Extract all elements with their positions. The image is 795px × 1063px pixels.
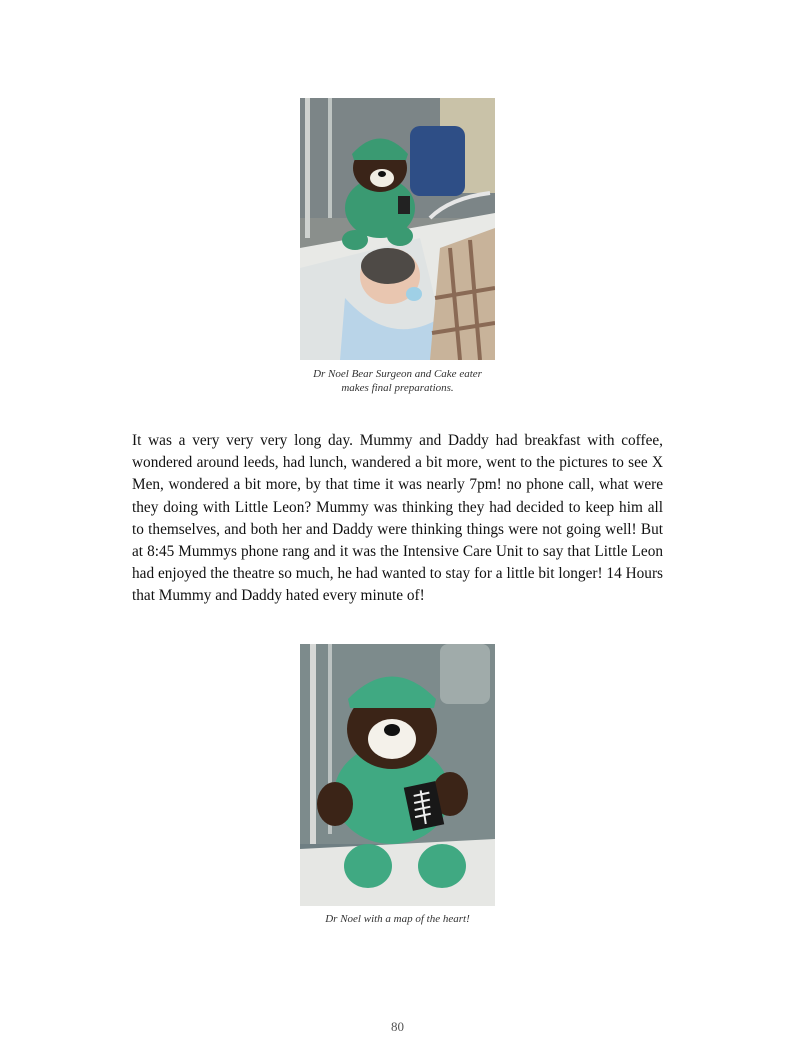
photo-bear-with-xray [300,644,495,906]
caption-line: makes final preparations. [341,382,454,394]
caption-line: Dr Noel with a map of the heart! [325,913,470,925]
story-paragraph: It was a very very very long day. Mummy and Daddy had breakfast with coffee, wondered around leeds, had lunch, wandered a bit more, went to the pictures to see X Men, wondered a bit more, by that time it was nearly 7pm! no phone call, what were they doing with Little Leon? Mummy was thinking they had decided to keep him all to themselves, and both her and Daddy were thinking things were not going well! But at 8:45 Mummys phone rang and it was the Intensive Care Unit to say that Little Leon had enjoyed the theatre so much, he had wanted to stay for a little bit longer! 14 Hours that Mummy and Daddy hated every minute of! [132,432,663,605]
caption-bear-with-xray [250,912,545,926]
page-number: 80 [391,1019,404,1034]
bear-with-xray-illustration [300,644,495,906]
caption-line: Dr Noel Bear Surgeon and Cake eater [313,368,482,380]
bear-with-baby-illustration [300,98,495,360]
photo-bear-with-baby [300,98,495,360]
caption-bear-with-baby [250,367,545,395]
